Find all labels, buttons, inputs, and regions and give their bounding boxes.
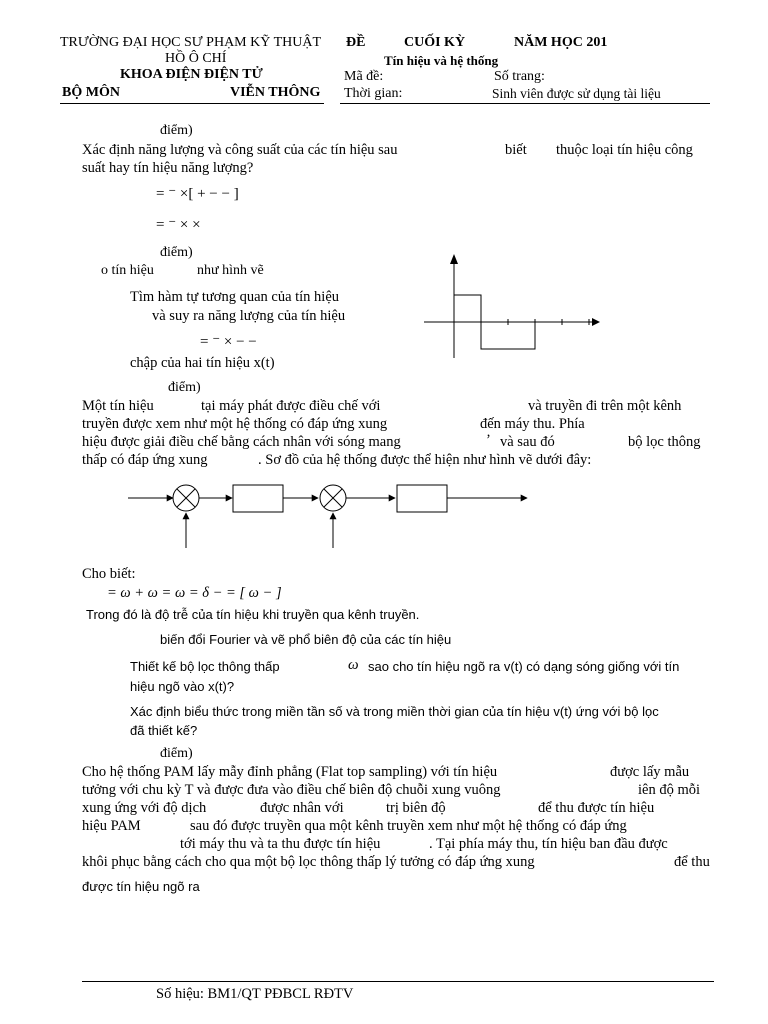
faculty-name: KHOA ĐIỆN ĐIỆN TỬ [120,67,263,82]
q1-equation-2: = ⁻ × × [156,217,201,233]
q3-line1b: tại máy phát được điều chế với [201,398,381,414]
footer-doc-code: Số hiệu: BM1/QT PĐBCL RĐTV [156,986,354,1002]
q4-line3b: được nhân với [260,800,344,816]
material-note: Sinh viên được sử dụng tài liệu [492,86,661,101]
q2-equation: = ⁻ × − − [200,334,257,350]
q3-task-a: biến đổi Fourier và vẽ phổ biên độ của các tín hiệu [160,632,452,647]
q4-line4a: hiệu PAM [82,818,141,834]
q3-given-equations: = ω + ω = ω = δ − = [ ω − ] [107,585,282,601]
plot-y-arrow-icon [450,254,458,264]
q4-line3c: trị biên độ [386,800,446,816]
q2-intro-a: o tín hiệu [101,263,154,278]
q3-line2b: đến máy thu. Phía [480,416,585,432]
exam-type: CUỐI KỲ [404,35,466,50]
q2-intro-b: như hình vẽ [197,263,264,278]
q4-line2a: tưởng với chu kỳ T và được đưa vào điều chế biên độ chuỗi xung vuông [82,782,501,798]
q3-task-b-line2: hiệu ngõ vào x(t)? [130,679,235,694]
q3-where-note: Trong đó là độ trễ của tín hiệu khi truyền qua kênh truyền. [86,607,420,622]
q3-points: điểm) [168,380,201,395]
q2-part-b: chập của hai tín hiệu x(t) [130,355,275,371]
q4-line6a: khôi phục bằng cách cho qua một bộ lọc thông thấp lý tưởng có đáp ứng xung [82,854,535,870]
q3-task-b-omega: ω [348,657,359,673]
q3-line4b: . Sơ đồ của hệ thống được thể hiện như hình vẽ dưới đây: [258,452,592,468]
q3-task-b-line1a: Thiết kế bộ lọc thông thấp [130,659,280,674]
q3-task-c-line2: đã thiết kế? [130,723,198,738]
q3-line3a: hiệu được giải điều chế bằng cách nhân với sóng mang [82,434,401,450]
header-rule-right [340,103,710,104]
signal-plot-group [424,254,600,358]
q4-points: điểm) [160,746,193,761]
lowpass-filter-block [397,485,447,512]
exam-de-label: ĐỀ [346,35,366,50]
plot-negative-pulse [481,322,535,349]
q4-line2b: iên độ mỗi [638,782,701,798]
q4-line6b: để thu [674,854,710,870]
q4-line3d: để thu được tín hiệu [538,800,655,816]
q1-text-1a: Xác định năng lượng và công suất của các tín hiệu sau [82,142,398,158]
plot-positive-pulse [454,295,481,322]
footer-rule [82,981,714,982]
q3-task-b-line1c: sao cho tín hiệu ngõ ra v(t) có dạng sóng giống với tín [368,659,680,674]
q4-line7: được tín hiệu ngõ ra [82,879,200,894]
school-year: NĂM HỌC 201 [514,35,608,50]
q1-text-2: suất hay tín hiệu năng lượng? [82,160,254,176]
q3-line2a: truyền được xem như một hệ thống có đáp ứng xung [82,416,388,432]
exam-code-label: Mã đề: [344,69,384,84]
q3-line1c: và truyền đi trên một kênh [528,398,682,414]
header-rule-left [60,103,324,104]
q3-line3c: và sau đó [500,434,555,450]
time-label: Thời gian: [344,86,403,101]
multiplier-2-icon [320,485,346,511]
q4-line5a: tới máy thu và ta thu được tín hiệu [180,836,381,852]
q3-line4a: thấp có đáp ứng xung [82,452,208,468]
q2-part-a-line1: Tìm hàm tự tương quan của tín hiệu [130,289,340,305]
multiplier-1-icon [173,485,199,511]
plot-x-arrow-icon [592,318,600,326]
school-name-line1: TRƯỜNG ĐẠI HỌC SƯ PHẠM KỸ THUẬT [60,35,322,50]
q2-points: điểm) [160,245,193,260]
q3-line3d: bộ lọc thông [628,434,701,450]
q1-text-1c: thuộc loại tín hiệu công [556,142,693,158]
q4-line3a: xung ứng với độ dịch [82,800,207,816]
page-count-label: Số trang: [494,69,545,84]
q4-line4b: sau đó được truyền qua một kênh truyền xem như một hệ thống có đáp ứng [190,818,627,834]
q4-line5b: . Tại phía máy thu, tín hiệu ban đầu được [429,836,668,852]
q4-line1a: Cho hệ thống PAM lấy mẫy đỉnh phẳng (Flat top sampling) với tín hiệu [82,764,498,780]
q1-equation-1: = ⁻ ×[ + − − ] [156,186,239,202]
q3-line1a: Một tín hiệu [82,398,154,414]
q3-task-c-line1: Xác định biểu thức trong miền tần số và trong miền thời gian của tín hiệu v(t) ứng với bộ lọc [130,704,659,719]
q2-part-a-line2: và suy ra năng lượng của tín hiệu [152,308,346,324]
q1-text-1b: biết [505,142,527,158]
q3-line3b: ’ [486,432,491,448]
channel-block [233,485,283,512]
q1-points: điểm) [160,123,193,138]
department-name: VIỄN THÔNG [230,85,321,100]
subject-title: Tín hiệu và hệ thống [384,53,499,68]
q3-given-label: Cho biết: [82,566,136,582]
department-prefix: BỘ MÔN [62,85,120,100]
q4-line1b: được lấy mẫu [610,764,690,780]
school-name-line2: HỒ Ô CHÍ [165,51,227,66]
